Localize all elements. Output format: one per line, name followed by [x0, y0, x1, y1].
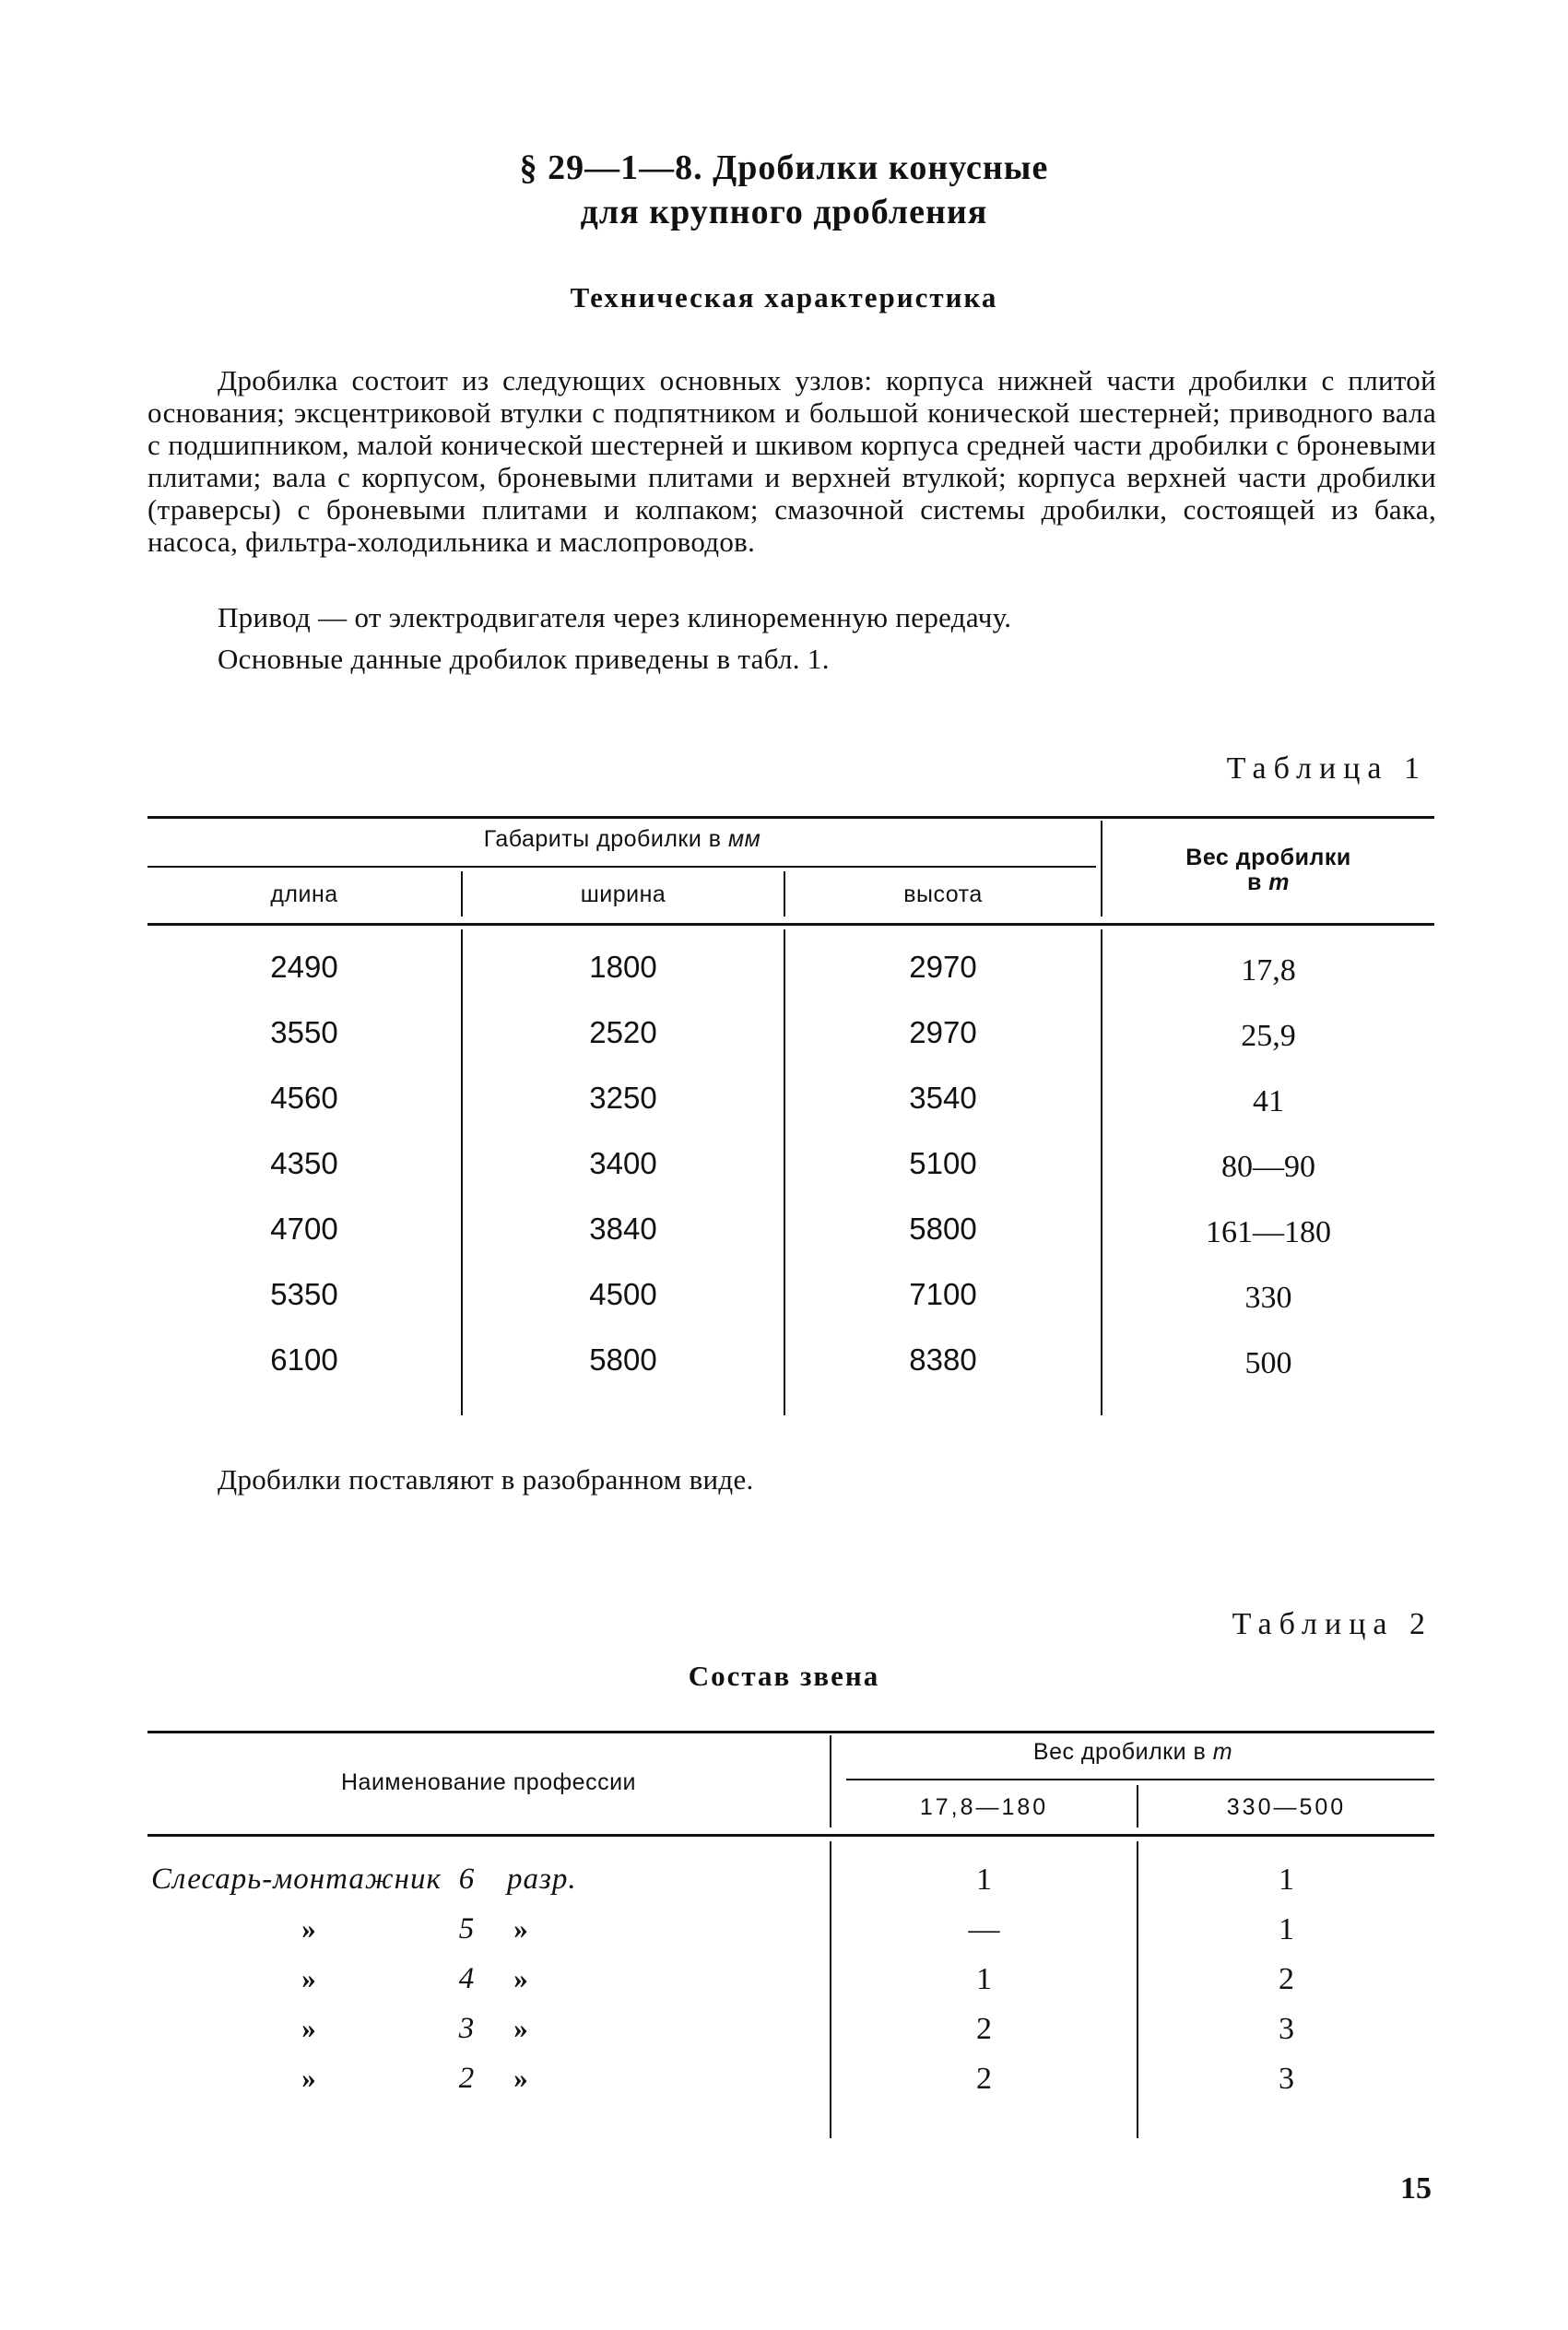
- table2-cell-a: 1: [976, 1962, 992, 1996]
- table-row: [147, 1081, 1434, 1118]
- table2-cell-grade: 2: [458, 2062, 475, 2095]
- table2-col-b: 330—500: [1226, 1794, 1347, 1820]
- table1-cell-weight: 25,9: [1241, 1019, 1296, 1053]
- table2-group-header-text: Вес дробилки в: [1032, 1739, 1207, 1765]
- table1-col-height: высота: [903, 881, 983, 907]
- table1-cell-height: 5800: [909, 1212, 977, 1246]
- table2-cell-grade: 5: [458, 1912, 475, 1946]
- table2-caption: Состав звена: [688, 1660, 880, 1692]
- table2-top-rule: [147, 1731, 1434, 1733]
- table1-cell-height: 2970: [909, 950, 977, 984]
- table2-group-rule: [846, 1779, 1434, 1780]
- table2-label: Таблица 2: [1232, 1607, 1432, 1641]
- table2-cell-grade: 6: [458, 1863, 475, 1896]
- table2-cell-profession: »: [301, 1962, 316, 1994]
- table2-cell-b: 1: [1279, 1863, 1294, 1897]
- paragraph-drive: Привод — от электродвигателя через клиноременную передачу.: [218, 601, 1012, 633]
- table1-group-unit: мм: [728, 826, 761, 852]
- table2-cell-profession: »: [301, 1912, 316, 1945]
- table1-col-length: длина: [270, 881, 338, 907]
- table2-cell-a: 1: [976, 1863, 992, 1897]
- table2-cell-suffix: »: [513, 2062, 528, 2094]
- table1-cell-length: 2490: [270, 950, 338, 984]
- table2-cell-b: 2: [1279, 1962, 1294, 1996]
- table1-cell-height: 8380: [909, 1342, 977, 1377]
- table2-cell-grade: 4: [458, 1962, 475, 1995]
- table2-cell-b: 3: [1279, 2062, 1294, 2096]
- table1-cell-weight: 161—180: [1206, 1215, 1331, 1249]
- table1-cell-width: 4500: [589, 1277, 657, 1311]
- table1-cell-height: 7100: [909, 1277, 977, 1311]
- paragraph-description: Дробилка состоит из следующих основных узлов: корпуса нижней части дробилки с плитой основания; эксцентриковой втулки с подпятником и большой конической шестерней; приводного вала с подшипником, малой конической шестерней и шкивом корпуса средней части дробилки с броневыми плитами; вала с корпусом, броневыми плитами и верхней втулкой; корпуса верхней части дробилки (траверсы) с броневыми плитами и колпаком; смазочной системы дробилки, состоящей из бака, насоса, фильтра-холодильника и маслопроводов.: [147, 364, 1436, 558]
- table1-cell-weight: 80—90: [1221, 1150, 1315, 1184]
- table1-cell-weight: 17,8: [1241, 953, 1296, 988]
- table1-col-weight-v: в: [1246, 869, 1262, 895]
- table1-cell-length: 4700: [270, 1212, 338, 1246]
- table2-cell-profession: »: [301, 2062, 316, 2094]
- table2-col-profession: Наименование профессии: [341, 1769, 636, 1795]
- table1-cell-weight: 330: [1244, 1281, 1292, 1315]
- table1-cell-length: 5350: [270, 1277, 338, 1311]
- paragraph-table-ref: Основные данные дробилок приведены в табл. 1.: [218, 643, 830, 675]
- table1-cell-length: 4560: [270, 1081, 338, 1115]
- section-title-line2: для крупного дробления: [580, 193, 988, 231]
- table1-cell-width: 3250: [589, 1081, 657, 1115]
- table1-cell-height: 3540: [909, 1081, 977, 1115]
- table-row: [147, 1912, 1434, 1949]
- table2-cell-b: 1: [1279, 1912, 1294, 1946]
- table2-col-a: 17,8—180: [919, 1794, 1049, 1820]
- table1-cell-height: 2970: [909, 1015, 977, 1049]
- table2-cell-profession: »: [301, 2012, 316, 2044]
- table2-header-rule: [147, 1834, 1434, 1837]
- table-row: [147, 1962, 1434, 1999]
- table-row: [147, 1863, 1434, 1899]
- table2-group-unit: т: [1212, 1739, 1233, 1765]
- table2-cell-suffix: »: [513, 1962, 528, 1994]
- table-row: [147, 2012, 1434, 2049]
- table1-group-rule: [147, 866, 1096, 868]
- table1-cell-width: 3840: [589, 1212, 657, 1246]
- table1-top-rule: [147, 816, 1434, 819]
- table1-col-weight-unit: т: [1268, 869, 1291, 895]
- subtitle: Техническая характеристика: [570, 281, 998, 313]
- table-row: [147, 950, 1434, 987]
- table2-cell-a: 2: [976, 2012, 992, 2046]
- table1-cell-width: 1800: [589, 950, 657, 984]
- table-row: [147, 2062, 1434, 2099]
- table2-cell-suffix: »: [513, 2012, 528, 2044]
- table2-cell-suffix: »: [513, 1912, 528, 1945]
- table1-group-header-text: Габариты дробилки в: [483, 826, 722, 852]
- table2-cell-suffix: разр.: [507, 1863, 577, 1896]
- table1-cell-weight: 500: [1244, 1346, 1292, 1380]
- table-row: [147, 1342, 1434, 1379]
- table-row: [147, 1015, 1434, 1052]
- table-row: [147, 1277, 1434, 1314]
- table1-col-width: ширина: [580, 881, 666, 907]
- table1-label: Таблица 1: [1226, 751, 1427, 786]
- table2-group-header: [831, 1739, 1434, 1766]
- table1-cell-width: 5800: [589, 1342, 657, 1377]
- table1-cell-weight: 41: [1253, 1084, 1284, 1118]
- table1-cell-length: 4350: [270, 1146, 338, 1180]
- table1-cell-width: 3400: [589, 1146, 657, 1180]
- table-row: [147, 1212, 1434, 1248]
- table1-cell-length: 3550: [270, 1015, 338, 1049]
- page-number: 15: [1400, 2171, 1432, 2206]
- table2-cell-grade: 3: [458, 2012, 475, 2045]
- table1-col-weight-line1: Вес дробилки: [1185, 845, 1351, 870]
- table2-cell-profession: Слесарь-монтажник: [151, 1863, 442, 1896]
- table-row: [147, 1146, 1434, 1183]
- section-title-line1: § 29—1—8. Дробилки конусные: [519, 148, 1049, 187]
- table2-cell-a: 2: [976, 2062, 992, 2096]
- table2-cell-a: —: [968, 1912, 1000, 1946]
- table1-cell-length: 6100: [270, 1342, 338, 1377]
- paragraph-delivery: Дробилки поставляют в разобранном виде.: [218, 1463, 754, 1496]
- table1-cell-width: 2520: [589, 1015, 657, 1049]
- table1-group-header: [147, 826, 1097, 853]
- table1-cell-height: 5100: [909, 1146, 977, 1180]
- table1-col-weight-line2: [1102, 869, 1434, 896]
- table1-header-rule: [147, 923, 1434, 926]
- table2-cell-b: 3: [1279, 2012, 1294, 2046]
